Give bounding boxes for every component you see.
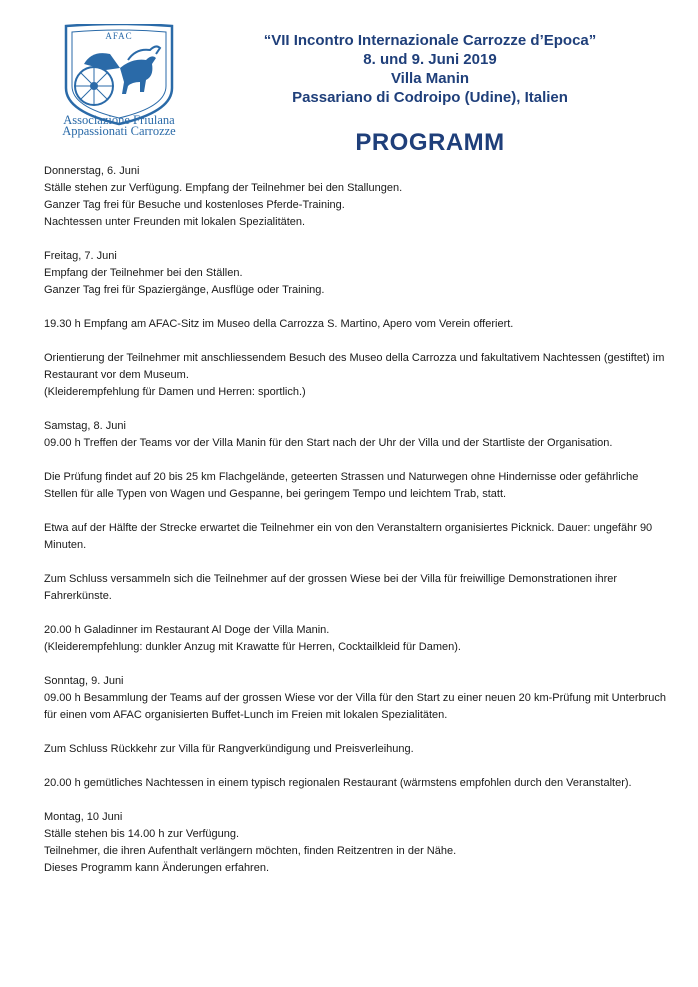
program-line: Orientierung der Teilnehmer mit anschliessendem Besuch des Museo della Carrozza und fakultativem Nachtessen (gestiftet) im Restaurant vor dem Museum. [44, 352, 665, 381]
event-venue: Villa Manin [390, 70, 470, 87]
program-paragraph [44, 809, 674, 877]
event-title: “VII Incontro Internazionale Carrozze d’Epoca” [263, 32, 597, 49]
program-line: (Kleiderempfehlung: dunkler Anzug mit Krawatte für Herren, Cocktailkleid für Damen). [44, 641, 461, 653]
page-title: PROGRAMM [355, 129, 505, 156]
program-line: Freitag, 7. Juni [44, 250, 117, 262]
program-line: Etwa auf der Hälfte der Strecke erwartet die Teilnehmer ein von den Veranstaltern organisiertes Picknick. Dauer: ungefähr 90 Minuten. [44, 522, 653, 551]
program-line: Die Prüfung findet auf 20 bis 25 km Flachgelände, geteerten Strassen und Naturwegen ohne Hindernisse oder gefährliche Stellen für alle Typen von Wagen und Gespanne, bei geringem Tempo und leichtem Trab, statt. [44, 471, 639, 500]
program-paragraph [44, 350, 674, 401]
program-paragraph [44, 418, 674, 452]
program-line: Ganzer Tag frei für Besuche und kostenloses Pferde-Training. [44, 199, 345, 211]
program-paragraph [44, 469, 674, 503]
program-line: Samstag, 8. Juni [44, 420, 126, 432]
program-line: Ställe stehen zur Verfügung. Empfang der Teilnehmer bei den Stallungen. [44, 182, 403, 194]
program-paragraph [44, 622, 674, 656]
program-paragraph [44, 571, 674, 605]
program-line: Zum Schluss Rückkehr zur Villa für Rangverkündigung und Preisverleihung. [44, 743, 414, 755]
program-line: Ställe stehen bis 14.00 h zur Verfügung. [44, 828, 240, 840]
program-content [44, 163, 674, 894]
program-line: Montag, 10 Juni [44, 811, 123, 823]
program-paragraph [44, 248, 674, 299]
program-line: 09.00 h Besammlung der Teams auf der grossen Wiese vor der Villa für den Start zu einer neuen 20 km-Prüfung mit Unterbruch für einen vom AFAC organisierten Buffet-Lunch im Freien mit lokalen Spezialitäten. [44, 692, 667, 721]
program-line: Dieses Programm kann Änderungen erfahren. [44, 862, 270, 874]
program-line: 19.30 h Empfang am AFAC-Sitz im Museo della Carrozza S. Martino, Apero vom Verein offeriert. [44, 318, 514, 330]
program-line: Ganzer Tag frei für Spaziergänge, Ausflüge oder Training. [44, 284, 325, 296]
program-line: Empfang der Teilnehmer bei den Ställen. [44, 267, 243, 279]
program-line: Nachtessen unter Freunden mit lokalen Spezialitäten. [44, 216, 306, 228]
logo-name [48, 115, 190, 137]
program-line: Zum Schluss versammeln sich die Teilnehmer auf der grossen Wiese bei der Villa für freiwillige Demonstrationen ihrer Fahrerkünste. [44, 573, 618, 602]
event-dates: 8. und 9. Juni 2019 [363, 51, 497, 68]
program-paragraph [44, 316, 674, 333]
logo-name-line2: Appassionati Carrozze [62, 124, 176, 138]
program-paragraph [44, 741, 674, 758]
program-line: Donnerstag, 6. Juni [44, 165, 140, 177]
program-paragraph [44, 520, 674, 554]
program-paragraph [44, 673, 674, 724]
program-line: 09.00 h Treffen der Teams vor der Villa Manin für den Start nach der Uhr der Villa und der Startliste der Organisation. [44, 437, 613, 449]
logo-name-line1: Associazione Friulana [63, 113, 175, 127]
program-paragraph [44, 775, 674, 792]
program-line: Teilnehmer, die ihren Aufenthalt verlängern möchten, finden Reitzentren in der Nähe. [44, 845, 457, 857]
logo-top-text: AFAC [105, 31, 133, 41]
afac-logo [48, 24, 190, 142]
event-header [230, 31, 630, 107]
program-paragraph [44, 163, 674, 231]
program-line: 20.00 h gemütliches Nachtessen in einem typisch regionalen Restaurant (wärmstens empfohlen durch den Veranstalter). [44, 777, 632, 789]
program-line: 20.00 h Galadinner im Restaurant Al Doge der Villa Manin. [44, 624, 330, 636]
event-location: Passariano di Codroipo (Udine), Italien [292, 89, 568, 106]
program-line: (Kleiderempfehlung für Damen und Herren: sportlich.) [44, 386, 306, 398]
program-line: Sonntag, 9. Juni [44, 675, 124, 687]
